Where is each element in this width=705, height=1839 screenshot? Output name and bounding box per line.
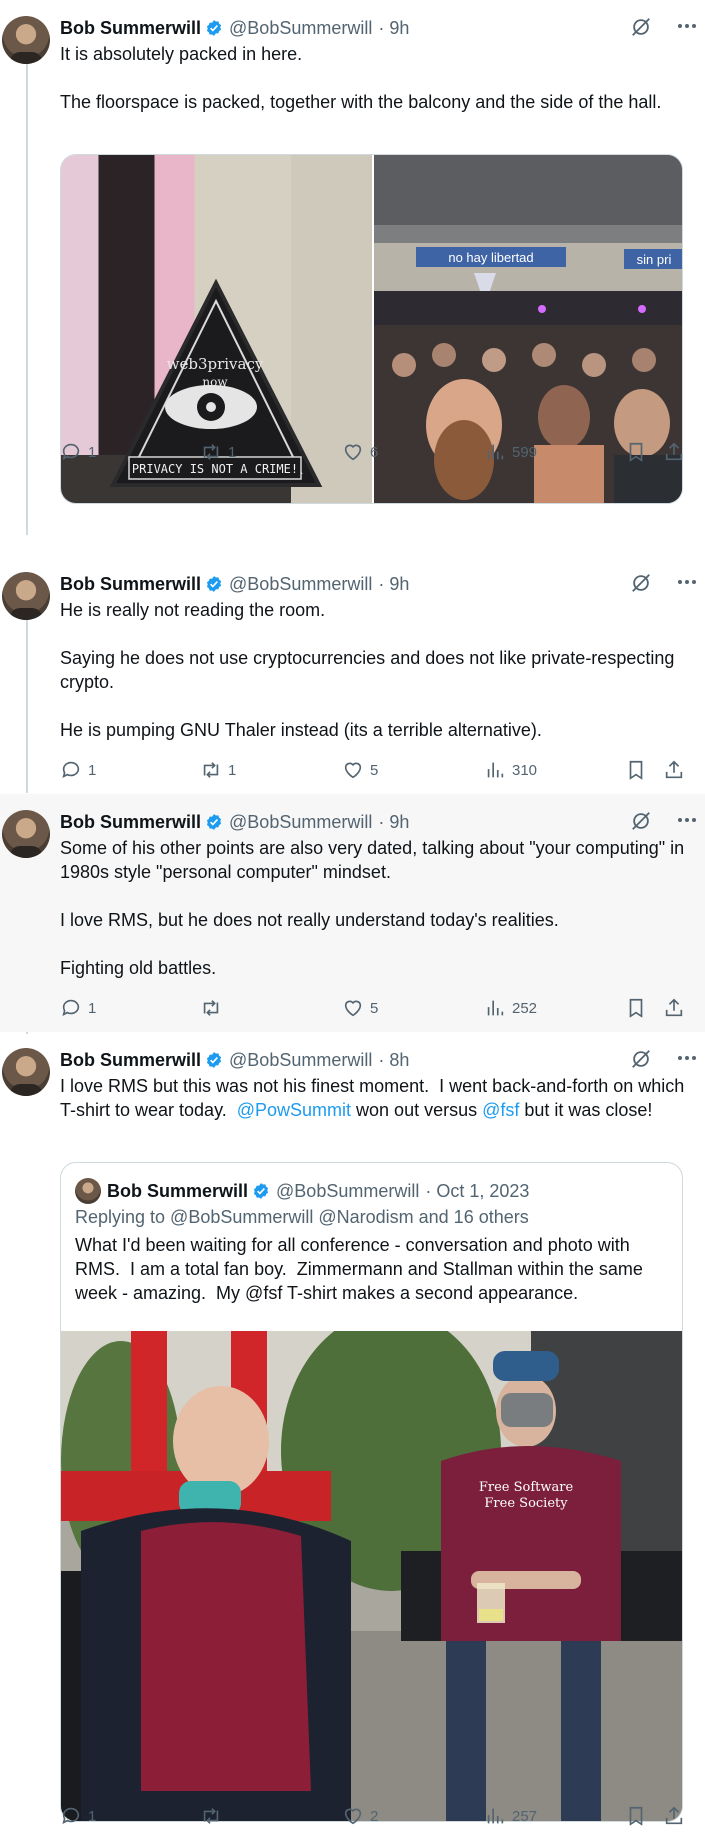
author-handle[interactable]: @BobSummerwill: [229, 1049, 373, 1070]
sign-bottom-text: PRIVACY IS NOT A CRIME!: [131, 462, 299, 476]
views-button[interactable]: [484, 758, 537, 782]
reply-count: 1: [88, 1807, 97, 1825]
reply-count: 1: [88, 761, 97, 779]
grok-icon[interactable]: [630, 572, 652, 594]
tweet-time[interactable]: · 8h: [378, 1049, 410, 1070]
like-button[interactable]: [342, 1804, 378, 1828]
text-part: won out versus: [351, 1100, 483, 1120]
like-button[interactable]: [342, 440, 378, 464]
author-handle[interactable]: @BobSummerwill: [229, 17, 373, 38]
grok-icon[interactable]: [630, 810, 652, 832]
author-name[interactable]: Bob Summerwill: [60, 1049, 202, 1070]
quote-time[interactable]: · Oct 1, 2023: [425, 1180, 530, 1201]
more-icon[interactable]: [675, 808, 699, 832]
tweet[interactable]: [0, 1032, 705, 1839]
reply-icon: [60, 997, 82, 1019]
quote-replying-to: Replying to @BobSummerwill @Narodism and 16 others: [75, 1207, 529, 1227]
avatar[interactable]: [2, 810, 50, 858]
author-name[interactable]: Bob Summerwill: [60, 17, 202, 38]
quote-wrapper: [0, 1162, 705, 1822]
tweet-time[interactable]: · 9h: [378, 17, 410, 38]
views-button[interactable]: [484, 1804, 537, 1828]
heart-icon: [342, 1805, 364, 1827]
shirt-text-1: Free Software: [478, 1480, 574, 1495]
reply-button[interactable]: [60, 440, 96, 464]
view-count: 599: [512, 443, 538, 461]
tweet[interactable]: [0, 556, 705, 794]
retweet-icon: [200, 997, 222, 1019]
like-count: 2: [370, 1807, 379, 1825]
text-part: I love RMS but this was not his finest moment. I went back-and-forth on which T-shirt to wear today.: [60, 1076, 689, 1120]
views-icon: [484, 441, 506, 463]
verified-badge-icon: [252, 1182, 270, 1200]
avatar[interactable]: [2, 572, 50, 620]
reply-count: 1: [88, 443, 97, 461]
grok-icon[interactable]: [630, 16, 652, 38]
share-icon: [663, 1805, 685, 1827]
sign-mid-text: now: [202, 375, 228, 389]
retweet-button[interactable]: [200, 758, 236, 782]
views-button[interactable]: [484, 996, 537, 1020]
avatar[interactable]: [75, 1178, 101, 1204]
tweet-actions: [60, 758, 696, 782]
tweet-header: [60, 810, 409, 834]
author-handle[interactable]: @BobSummerwill: [229, 811, 373, 832]
views-icon: [484, 1805, 506, 1827]
quote-text: What I'd been waiting for all conference - conversation and photo with RMS. I am a total fan boy. Zimmermann and Stallman within the same week - amazing. My @fsf T-shirt makes a second appearance.: [75, 1235, 648, 1303]
reply-icon: [60, 1805, 82, 1827]
quote-header: [75, 1179, 529, 1203]
retweet-button[interactable]: [200, 440, 236, 464]
shirt-text-2: Free Society: [484, 1496, 568, 1511]
avatar[interactable]: [2, 1048, 50, 1096]
like-count: 5: [370, 761, 379, 779]
author-handle[interactable]: @BobSummerwill: [229, 573, 373, 594]
quoted-tweet[interactable]: [60, 1162, 683, 1822]
banner-text: no hay libertad: [448, 250, 534, 265]
avatar[interactable]: [2, 16, 50, 64]
views-button[interactable]: [484, 440, 537, 464]
retweet-count: 1: [228, 443, 237, 461]
views-icon: [484, 997, 506, 1019]
share-icon: [663, 759, 685, 781]
retweet-icon: [200, 441, 222, 463]
tweet-top-icons: [595, 808, 705, 832]
view-count: 257: [512, 1807, 538, 1825]
tweet-text: [60, 1074, 690, 1122]
heart-icon: [342, 441, 364, 463]
tweet-text: Some of his other points are also very dated, talking about "your computing" in 1980s style "personal computer" mindset. I love RMS, but he does not really understand today's realities. Fighting old battles.: [60, 838, 685, 978]
reply-button[interactable]: [60, 996, 96, 1020]
like-count: 6: [370, 443, 379, 461]
heart-icon: [342, 759, 364, 781]
share-icon: [663, 441, 685, 463]
tweet-actions: [60, 1804, 696, 1828]
heart-icon: [342, 997, 364, 1019]
quote-photo[interactable]: [61, 1331, 683, 1822]
tweet-header: [60, 1048, 409, 1072]
more-icon[interactable]: [675, 570, 699, 594]
tweet[interactable]: [0, 794, 705, 1032]
reply-count: 1: [88, 999, 97, 1017]
grok-icon[interactable]: [630, 1048, 652, 1070]
bookmark-icon: [625, 997, 647, 1019]
tweet-top-icons: [595, 14, 705, 38]
banner-text-2: sin pri: [636, 252, 672, 267]
bookmark-button[interactable]: [625, 1804, 647, 1828]
share-button[interactable]: [663, 996, 685, 1020]
tweet-top-icons: [595, 570, 705, 594]
retweet-icon: [200, 1805, 222, 1827]
retweet-icon: [200, 759, 222, 781]
like-count: 5: [370, 999, 379, 1017]
tweet-header: [60, 572, 409, 596]
more-icon[interactable]: [675, 14, 699, 38]
views-icon: [484, 759, 506, 781]
share-button[interactable]: [663, 440, 685, 464]
reply-icon: [60, 441, 82, 463]
view-count: 252: [512, 999, 538, 1017]
verified-badge-icon: [205, 813, 223, 831]
tweet-actions: [60, 440, 696, 464]
more-icon[interactable]: [675, 1046, 699, 1070]
bookmark-icon: [625, 441, 647, 463]
like-button[interactable]: [342, 758, 378, 782]
bookmark-icon: [625, 1805, 647, 1827]
retweet-button[interactable]: [200, 996, 228, 1020]
quote-author-handle[interactable]: @BobSummerwill: [276, 1180, 420, 1201]
share-button[interactable]: [663, 758, 685, 782]
tweet-time[interactable]: · 9h: [378, 573, 410, 594]
tweet-header: [60, 16, 409, 40]
view-count: 310: [512, 761, 538, 779]
quote-author-name[interactable]: Bob Summerwill: [107, 1180, 249, 1201]
bookmark-icon: [625, 759, 647, 781]
tweet-actions: [60, 996, 696, 1020]
verified-badge-icon: [205, 1051, 223, 1069]
author-name[interactable]: Bob Summerwill: [60, 811, 202, 832]
bookmark-button[interactable]: [625, 440, 647, 464]
share-button[interactable]: [663, 1804, 685, 1828]
tweet[interactable]: [0, 0, 705, 556]
retweet-button[interactable]: [200, 1804, 228, 1828]
reply-icon: [60, 759, 82, 781]
like-button[interactable]: [342, 996, 378, 1020]
reply-button[interactable]: [60, 758, 96, 782]
mention-link[interactable]: @fsf: [482, 1100, 520, 1120]
text-part: but it was close!: [519, 1100, 653, 1120]
tweet-time[interactable]: · 9h: [378, 811, 410, 832]
share-icon: [663, 997, 685, 1019]
bookmark-button[interactable]: [625, 758, 647, 782]
retweet-count: 1: [228, 761, 237, 779]
mention-link[interactable]: @PowSummit: [236, 1100, 352, 1120]
verified-badge-icon: [205, 575, 223, 593]
tweet-text: It is absolutely packed in here. The floorspace is packed, together with the balcony and the side of the hall.: [60, 44, 662, 112]
sign-top-text: web3privacy: [166, 355, 264, 373]
tweet-top-icons: [595, 1046, 705, 1070]
bookmark-button[interactable]: [625, 996, 647, 1020]
rms-photo-image: [61, 1331, 683, 1822]
verified-badge-icon: [205, 19, 223, 37]
tweet-text: He is really not reading the room. Saying he does not use cryptocurrencies and does not like private-respecting crypto. He is pumping GNU Thaler instead (its a terrible alternative).: [60, 600, 675, 740]
reply-button[interactable]: [60, 1804, 96, 1828]
author-name[interactable]: Bob Summerwill: [60, 573, 202, 594]
